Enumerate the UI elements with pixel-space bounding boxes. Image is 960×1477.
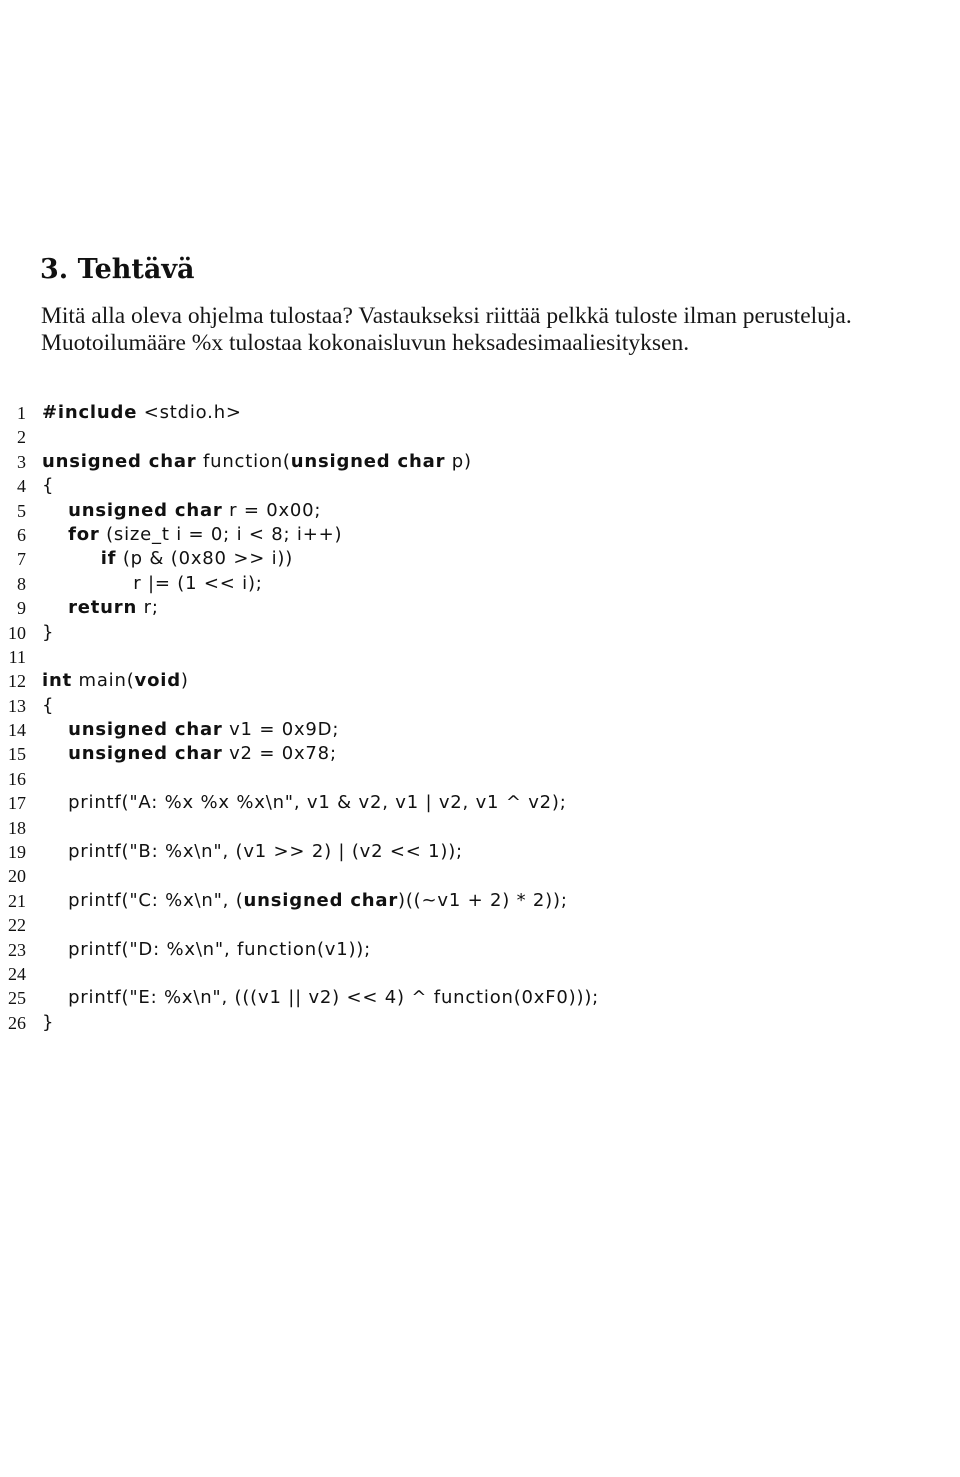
code-line bbox=[0, 864, 960, 888]
line-number: 15 bbox=[8, 744, 26, 765]
code-text bbox=[42, 669, 189, 693]
code-token bbox=[42, 719, 68, 740]
code-line bbox=[0, 572, 960, 596]
code-text bbox=[42, 499, 321, 523]
code-listing bbox=[0, 401, 960, 1035]
line-number: 25 bbox=[8, 988, 26, 1009]
code-line bbox=[0, 1011, 960, 1035]
code-line bbox=[0, 791, 960, 815]
code-token: r; bbox=[137, 597, 159, 619]
code-line bbox=[0, 425, 960, 449]
line-number: 16 bbox=[8, 768, 26, 789]
code-text bbox=[42, 742, 337, 766]
code-keyword: unsigned char bbox=[290, 450, 446, 472]
code-line bbox=[0, 938, 960, 962]
code-token: printf("D: %x\n", function(v1)); bbox=[42, 938, 371, 960]
code-token: )((~v1 + 2) * 2)); bbox=[398, 889, 568, 911]
line-number: 8 bbox=[17, 573, 26, 594]
code-keyword: if bbox=[100, 548, 117, 570]
code-token: (size_t i = 0; i < 8; i++) bbox=[99, 523, 343, 545]
code-text bbox=[42, 401, 242, 425]
code-token: } bbox=[42, 621, 55, 643]
code-keyword: return bbox=[68, 597, 138, 619]
code-keyword: unsigned char bbox=[68, 743, 223, 765]
code-token bbox=[42, 743, 68, 764]
code-token: p) bbox=[445, 450, 472, 472]
code-token: { bbox=[42, 694, 55, 716]
code-text bbox=[42, 572, 263, 596]
code-token bbox=[42, 548, 101, 569]
code-text bbox=[42, 986, 599, 1010]
code-keyword: unsigned char bbox=[68, 499, 223, 521]
line-number: 7 bbox=[17, 549, 26, 570]
code-line bbox=[0, 889, 960, 913]
code-token: printf("E: %x\n", (((v1 || v2) << 4) ^ function(0xF0))); bbox=[42, 987, 600, 1009]
code-token bbox=[42, 597, 68, 618]
code-token: v2 = 0x78; bbox=[222, 743, 337, 765]
code-text bbox=[42, 791, 567, 815]
code-line bbox=[0, 962, 960, 986]
code-text bbox=[42, 547, 293, 571]
code-line bbox=[0, 499, 960, 523]
code-token: ) bbox=[180, 670, 189, 692]
code-line bbox=[0, 913, 960, 937]
question-text: Mitä alla oleva ohjelma tulostaa? Vastaukseksi riittää pelkkä tuloste ilman perusteluja. bbox=[41, 303, 852, 329]
format-specifier-note: Muotoilumääre %x tulostaa kokonaisluvun heksadesimaaliesityksen. bbox=[41, 330, 690, 356]
code-keyword: void bbox=[134, 670, 181, 692]
code-line bbox=[0, 840, 960, 864]
code-line bbox=[0, 986, 960, 1010]
line-number: 1 bbox=[17, 403, 26, 423]
code-line bbox=[0, 450, 960, 474]
code-token: function( bbox=[196, 450, 291, 472]
code-token: r |= (1 << i); bbox=[42, 572, 263, 594]
code-line bbox=[0, 718, 960, 742]
line-number: 17 bbox=[8, 793, 26, 814]
line-number: 3 bbox=[17, 451, 26, 472]
code-line bbox=[0, 621, 960, 645]
code-keyword: unsigned char bbox=[68, 719, 223, 741]
code-token: main( bbox=[72, 670, 135, 692]
code-text bbox=[42, 938, 371, 962]
code-token: { bbox=[42, 475, 55, 497]
line-number: 21 bbox=[8, 890, 26, 911]
line-number: 4 bbox=[17, 476, 26, 497]
code-token: <stdio.h> bbox=[137, 402, 242, 423]
task-heading: 3. Tehtävä bbox=[40, 254, 195, 285]
line-number: 5 bbox=[17, 500, 26, 521]
code-line bbox=[0, 523, 960, 547]
code-line bbox=[0, 645, 960, 669]
code-keyword: for bbox=[68, 523, 100, 545]
line-number: 22 bbox=[8, 915, 26, 936]
code-line bbox=[0, 669, 960, 693]
code-keyword: unsigned char bbox=[243, 889, 399, 911]
code-token: } bbox=[42, 1011, 55, 1033]
line-number: 26 bbox=[8, 1012, 26, 1033]
code-line bbox=[0, 816, 960, 840]
code-text bbox=[42, 1011, 54, 1035]
line-number: 24 bbox=[8, 963, 26, 984]
line-number: 10 bbox=[8, 622, 26, 643]
line-number: 12 bbox=[8, 671, 26, 692]
code-line bbox=[0, 596, 960, 620]
line-number: 13 bbox=[8, 695, 26, 716]
line-number: 6 bbox=[17, 524, 26, 545]
line-number: 23 bbox=[8, 939, 26, 960]
code-token: r = 0x00; bbox=[222, 499, 322, 521]
code-text bbox=[42, 523, 342, 547]
code-text bbox=[42, 450, 472, 474]
code-text bbox=[42, 474, 54, 498]
code-token: (p & (0x80 >> i)) bbox=[116, 548, 294, 570]
line-number: 20 bbox=[8, 866, 26, 887]
code-text bbox=[42, 694, 54, 718]
code-token: printf("B: %x\n", (v1 >> 2) | (v2 << 1)); bbox=[42, 841, 463, 863]
line-number: 18 bbox=[8, 817, 26, 838]
code-keyword: unsigned char bbox=[42, 450, 197, 472]
code-text bbox=[42, 889, 568, 913]
line-number: 11 bbox=[8, 646, 26, 667]
code-line bbox=[0, 547, 960, 571]
line-number: 2 bbox=[17, 427, 26, 448]
code-line bbox=[0, 767, 960, 791]
line-number: 14 bbox=[8, 720, 26, 741]
code-token bbox=[42, 524, 68, 545]
code-text bbox=[42, 840, 463, 864]
code-token bbox=[42, 500, 68, 521]
code-text bbox=[42, 621, 54, 645]
code-keyword: int bbox=[42, 670, 72, 692]
code-token: printf("C: %x\n", ( bbox=[42, 889, 244, 911]
line-number: 19 bbox=[8, 842, 26, 863]
code-token: printf("A: %x %x %x\n", v1 & v2, v1 | v2, v1 ^ v2); bbox=[42, 792, 567, 814]
code-line bbox=[0, 694, 960, 718]
code-line bbox=[0, 742, 960, 766]
code-token: v1 = 0x9D; bbox=[222, 719, 340, 741]
code-keyword: #include bbox=[42, 402, 138, 423]
line-number: 9 bbox=[17, 598, 26, 619]
code-line bbox=[0, 474, 960, 498]
task-description bbox=[41, 303, 921, 357]
code-text bbox=[42, 718, 339, 742]
code-text bbox=[42, 596, 159, 620]
code-line bbox=[0, 401, 960, 425]
